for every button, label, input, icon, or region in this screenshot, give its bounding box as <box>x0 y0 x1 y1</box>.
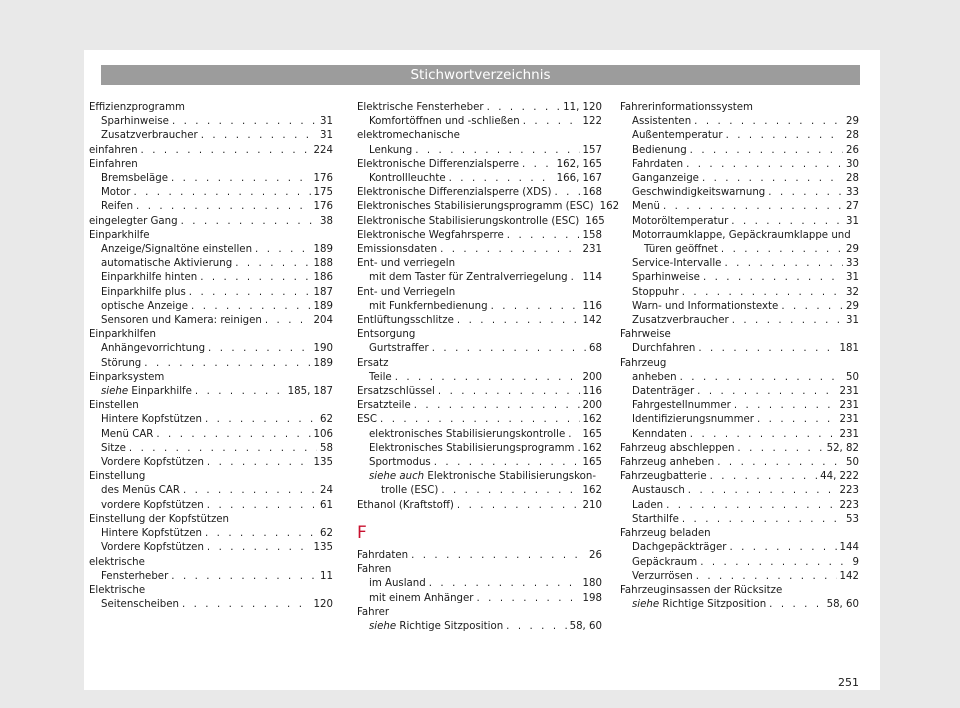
index-entry: Verzurrösen . . . 142 <box>620 570 859 584</box>
index-entry: Fahrzeug anheben . . . 50 <box>620 456 859 470</box>
index-entry: Kontrollleuchte . . . 166, 167 <box>357 172 602 186</box>
index-entry: Ethanol (Kraftstoff) . . . 210 <box>357 499 602 513</box>
index-column-3 <box>620 101 859 612</box>
index-entry: Sparhinweise . . . 31 <box>620 271 859 285</box>
index-entry: automatische Aktivierung . . . 188 <box>89 257 333 271</box>
index-entry: Gurtstraffer . . . 68 <box>357 342 602 356</box>
index-entry: Ganganzeige . . . 28 <box>620 172 859 186</box>
index-column-1 <box>89 101 333 612</box>
index-entry: Hintere Kopfstützen . . . 62 <box>89 527 333 541</box>
index-heading: Fahrzeug beladen <box>620 528 711 540</box>
index-heading: Einparkhilfe <box>89 229 150 241</box>
index-heading: elektrische <box>89 556 145 568</box>
page-number: 251 <box>838 676 859 689</box>
index-entry: Identifizierungsnummer . . . 231 <box>620 413 859 427</box>
index-entry: Fahrdaten . . . 30 <box>620 158 859 172</box>
index-heading: Einstellung der Kopfstützen <box>89 513 230 525</box>
index-entry: Fahrzeugbatterie . . . 44, 222 <box>620 470 859 484</box>
index-entry: einfahren . . . 224 <box>89 144 333 158</box>
index-entry: Fahrzeug abschleppen . . . 52, 82 <box>620 442 859 456</box>
index-entry: Entlüftungsschlitze . . . 142 <box>357 314 602 328</box>
index-entry: Sparhinweise . . . 31 <box>89 115 333 129</box>
index-entry: Zusatzverbraucher . . . 31 <box>620 314 859 328</box>
index-entry: Elektronische Differenzialsperre (XDS) . . . 168 <box>357 186 602 200</box>
index-entry: Menü CAR . . . 106 <box>89 428 333 442</box>
index-heading: Motorraumklappe, Gepäckraumklappe und <box>632 229 851 241</box>
index-heading: Einparkhilfen <box>89 329 156 341</box>
index-entry: Elektrische Fensterheber . . . 11, 120 <box>357 101 602 115</box>
index-heading: Einstellen <box>89 400 139 412</box>
index-entry: im Ausland . . . 180 <box>357 577 602 591</box>
index-entry: Stoppuhr . . . 32 <box>620 286 859 300</box>
index-entry: Reifen . . . 176 <box>89 200 333 214</box>
index-entry: Geschwindigkeitswarnung . . . 33 <box>620 186 859 200</box>
index-entry: Motoröltemperatur . . . 31 <box>620 215 859 229</box>
index-heading: Ent- und verriegeln <box>357 258 456 270</box>
index-entry: Elektronisches Stabilisierungsprogramm . . . 162 <box>357 442 602 456</box>
index-entry: Komfortöffnen und -schließen . . . 122 <box>357 115 602 129</box>
index-entry: ESC . . . 162 <box>357 413 602 427</box>
index-entry: Vordere Kopfstützen . . . 135 <box>89 456 333 470</box>
index-entry: Warn- und Informationstexte . . . 29 <box>620 300 859 314</box>
index-entry: Anhängevorrichtung . . . 190 <box>89 342 333 356</box>
index-heading: Fahrerinformationssystem <box>620 102 753 113</box>
index-entry: Fensterheber . . . 11 <box>89 570 333 584</box>
index-entry: Sensoren und Kamera: reinigen . . . 204 <box>89 314 333 328</box>
index-entry: Anzeige/Signaltöne einstellen . . . 189 <box>89 243 333 257</box>
index-entry: Einparkhilfe plus . . . 187 <box>89 286 333 300</box>
index-entry: Elektronische Stabilisierungskontrolle (ESC) 165 <box>357 215 605 227</box>
index-heading: Ent- und Verriegeln <box>357 286 456 298</box>
index-heading: Effizienzprogramm <box>89 102 185 113</box>
index-entry: Teile . . . 200 <box>357 371 602 385</box>
index-entry: siehe Einparkhilfe . . . 185, 187 <box>89 385 333 399</box>
index-entry: Dachgepäckträger . . . 144 <box>620 541 859 555</box>
index-entry: Außentemperatur . . . 28 <box>620 129 859 143</box>
index-entry: Ersatzschlüssel . . . 116 <box>357 385 602 399</box>
section-letter: F <box>357 522 367 543</box>
index-entry: Sportmodus . . . 165 <box>357 456 602 470</box>
index-entry: mit dem Taster für Zentralverriegelung . . . 114 <box>357 271 602 285</box>
index-entry: Zusatzverbraucher . . . 31 <box>89 129 333 143</box>
index-entry: Einparkhilfe hinten . . . 186 <box>89 271 333 285</box>
index-entry: Bedienung . . . 26 <box>620 144 859 158</box>
index-heading: Fahrer <box>357 606 390 618</box>
index-entry: mit einem Anhänger . . . 198 <box>357 592 602 606</box>
index-entry: Austausch . . . 223 <box>620 484 859 498</box>
index-heading: Fahrzeug <box>620 357 667 369</box>
index-entry: Motor . . . 175 <box>89 186 333 200</box>
index-entry: anheben . . . 50 <box>620 371 859 385</box>
index-entry: Elektronische Differenzialsperre . . . 162, 165 <box>357 158 602 172</box>
index-entry: Vordere Kopfstützen . . . 135 <box>89 541 333 555</box>
index-entry: Elektronisches Stabilisierungsprogramm (ESC) 162 <box>357 201 620 213</box>
index-entry: elektronisches Stabilisierungskontrolle . . . 165 <box>357 428 602 442</box>
index-heading: Fahrweise <box>620 329 671 341</box>
index-heading: siehe auch Elektronische Stabilisierungskon- <box>369 471 597 483</box>
index-entry: Lenkung . . . 157 <box>357 144 602 158</box>
index-entry: Menü . . . 27 <box>620 200 859 214</box>
page-title: Stichwortverzeichnis <box>101 65 860 85</box>
index-entry: Laden . . . 223 <box>620 499 859 513</box>
index-heading: Fahrzeuginsassen der Rücksitze <box>620 584 783 596</box>
index-entry: vordere Kopfstützen . . . 61 <box>89 499 333 513</box>
index-entry: Datenträger . . . 231 <box>620 385 859 399</box>
index-entry: mit Funkfernbedienung . . . 116 <box>357 300 602 314</box>
index-entry: Bremsbeläge . . . 176 <box>89 172 333 186</box>
index-entry: Emissionsdaten . . . 231 <box>357 243 602 257</box>
index-entry: Assistenten . . . 29 <box>620 115 859 129</box>
index-heading: Einfahren <box>89 158 138 170</box>
index-entry: Starthilfe . . . 53 <box>620 513 859 527</box>
index-entry: optische Anzeige . . . 189 <box>89 300 333 314</box>
index-entry: Service-Intervalle . . . 33 <box>620 257 859 271</box>
index-entry: eingelegter Gang . . . 38 <box>89 215 333 229</box>
index-heading: Fahren <box>357 564 392 576</box>
index-entry: Ersatzteile . . . 200 <box>357 399 602 413</box>
index-heading: Einparksystem <box>89 371 165 383</box>
index-heading: elektromechanische <box>357 130 460 142</box>
index-heading: Entsorgung <box>357 329 416 341</box>
index-entry: trolle (ESC) . . . 162 <box>357 484 602 498</box>
index-heading: Ersatz <box>357 357 389 369</box>
index-entry: Kenndaten . . . 231 <box>620 428 859 442</box>
index-column-2 <box>357 101 620 634</box>
index-heading: Einstellung <box>89 471 146 483</box>
index-entry: Hintere Kopfstützen . . . 62 <box>89 413 333 427</box>
index-entry: Fahrdaten . . . 26 <box>357 549 602 563</box>
index-entry: Türen geöffnet . . . 29 <box>620 243 859 257</box>
index-entry: Störung . . . 189 <box>89 357 333 371</box>
index-entry: Seitenscheiben . . . 120 <box>89 598 333 612</box>
index-heading: Elektrische <box>89 584 146 596</box>
index-entry: Elektronische Wegfahrsperre . . . 158 <box>357 229 602 243</box>
index-entry: Gepäckraum . . . 9 <box>620 556 859 570</box>
index-entry: siehe Richtige Sitzposition . . . 58, 60 <box>357 620 602 634</box>
index-entry: des Menüs CAR . . . 24 <box>89 484 333 498</box>
index-entry: Sitze . . . 58 <box>89 442 333 456</box>
index-entry: Fahrgestellnummer . . . 231 <box>620 399 859 413</box>
index-entry: Durchfahren . . . 181 <box>620 342 859 356</box>
index-entry: siehe Richtige Sitzposition . . . 58, 60 <box>620 598 859 612</box>
